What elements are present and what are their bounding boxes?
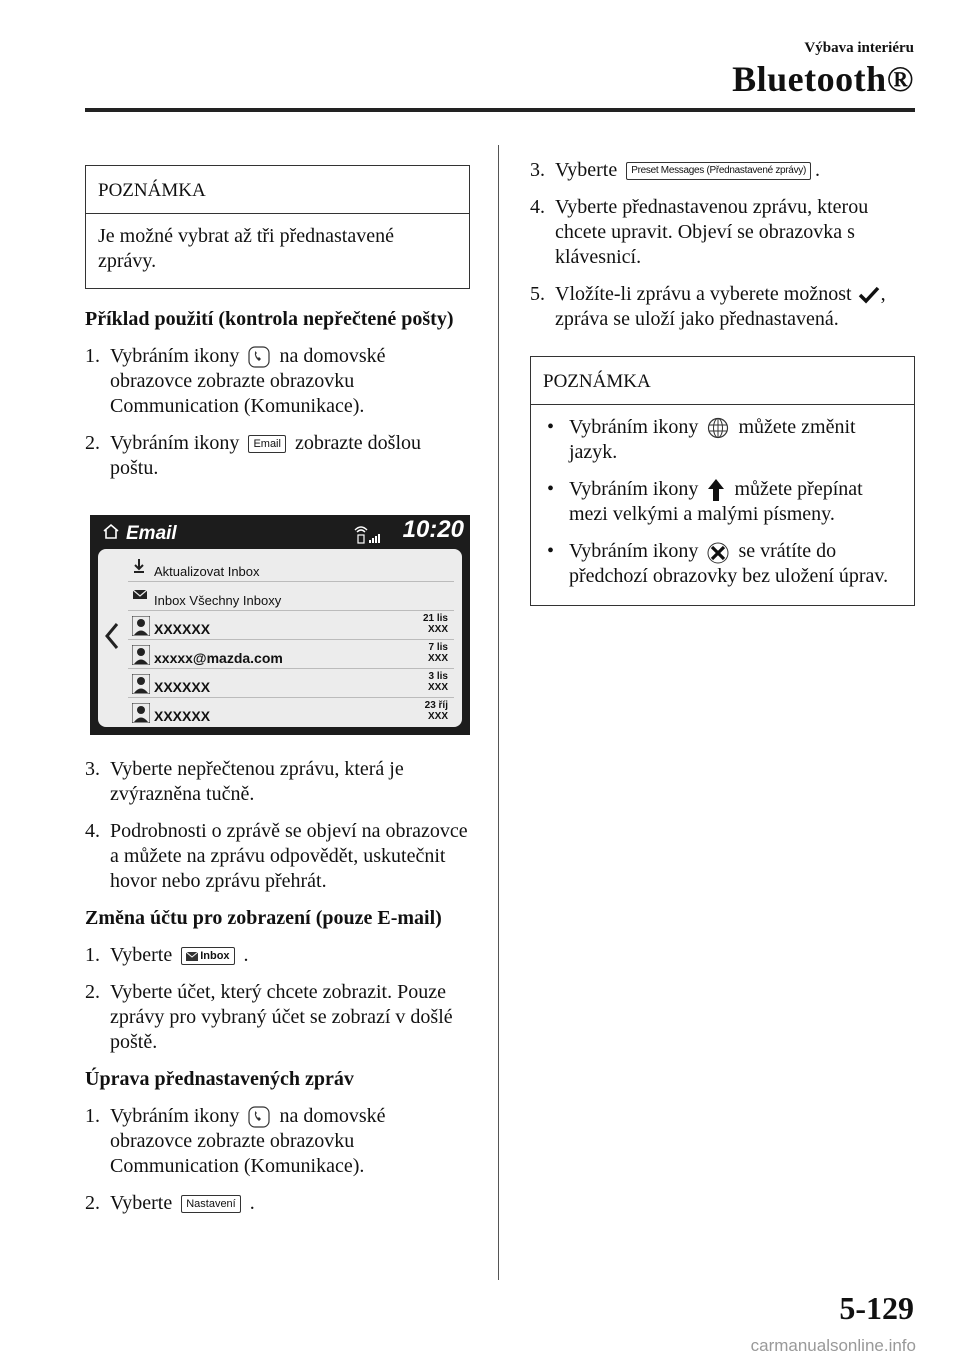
row-text: XXXXXX	[154, 621, 211, 637]
page-number: 5-129	[839, 1290, 914, 1326]
step-text: na domovské obrazovce zobrazte obrazovku Communication (Komunikace).	[110, 345, 386, 417]
row-meta: 21 lis XXX	[422, 613, 448, 635]
right-column	[530, 158, 915, 624]
header-title: Bluetooth®	[732, 59, 914, 99]
column-divider	[498, 145, 499, 1280]
step-number: 1.	[85, 345, 100, 367]
home-icon	[102, 523, 120, 539]
row-meta: 3 lis XXX	[427, 671, 448, 693]
step-number: 1.	[85, 1105, 100, 1127]
step-text: Vyberte nepřečtenou zprávu, která je zvýrazněna tučně.	[110, 758, 404, 805]
step-text: Vložíte-li zprávu a vyberete možnost	[555, 283, 852, 305]
step-number: 4.	[530, 196, 545, 218]
step-text: Vybráním ikony	[110, 1105, 240, 1127]
row-text: XXXXXX	[154, 708, 211, 724]
step-text: Podrobnosti o zprávě se objeví na obrazovce a můžete na zprávu odpovědět, uskutečnit hovor nebo zprávu přehrát.	[110, 820, 468, 892]
inbox-button-image: Inbox	[181, 947, 234, 965]
section-heading: Příklad použití (kontrola nepřečtené pošty)	[85, 308, 454, 330]
row-meta: 7 lis XXX	[427, 642, 448, 664]
bullet-text: se vrátíte do předchozí obrazovky bez uložení úprav.	[569, 540, 889, 588]
note-bullet	[543, 539, 902, 589]
step-number: 2.	[85, 981, 100, 1003]
step-number: 3.	[530, 159, 545, 181]
step-item	[85, 1191, 470, 1216]
communication-icon	[248, 346, 270, 368]
list-item	[128, 698, 454, 726]
checkmark-icon	[858, 286, 880, 304]
contact-icon	[132, 703, 150, 723]
watermark: carmanualsonline.info	[750, 1336, 916, 1355]
bullet-text: můžete změnit jazyk.	[569, 416, 856, 463]
step-number: 1.	[85, 944, 100, 966]
header-section: Výbava interiéru	[804, 40, 914, 56]
row-meta: 23 říj XXX	[424, 700, 448, 722]
list-item	[128, 669, 454, 698]
left-column	[85, 165, 470, 1228]
bullet-text: Vybráním ikony	[569, 416, 699, 438]
step-text: Vyberte	[110, 944, 173, 966]
step-text: Vyberte	[555, 159, 618, 181]
step-item	[85, 757, 470, 807]
envelope-icon	[132, 587, 148, 601]
step-item	[530, 158, 915, 183]
step-text: na domovské obrazovce zobrazte obrazovku Communication (Komunikace).	[110, 1105, 386, 1177]
shift-arrow-icon	[707, 478, 725, 502]
row-text: XXXXXX	[154, 679, 211, 695]
step-item	[85, 943, 470, 968]
step-text: zobrazte došlou poštu.	[110, 432, 422, 479]
step-item	[85, 980, 470, 1055]
step-text: .	[243, 944, 249, 966]
contact-icon	[132, 645, 150, 665]
envelope-icon	[186, 952, 198, 961]
note-box	[530, 356, 915, 606]
step-item	[530, 282, 915, 332]
note-title: POZNÁMKA	[86, 166, 469, 214]
step-text: , zpráva se uloží jako přednastavená.	[555, 283, 886, 330]
step-text: Vyberte účet, který chcete zobrazit. Pouze zprávy pro vybraný účet se zobrazí v došlé poště.	[110, 981, 453, 1053]
note-box	[85, 165, 470, 289]
note-text: Je možné vybrat až tři přednastavené zprávy.	[98, 225, 394, 272]
note-bullets	[531, 405, 914, 605]
step-number: 5.	[530, 283, 545, 305]
download-icon	[132, 558, 146, 574]
row-text: Aktualizovat Inbox	[154, 564, 260, 579]
globe-icon	[707, 417, 729, 439]
step-item	[530, 195, 915, 270]
preset-messages-button-image: Preset Messages (Přednastavené zprávy)	[626, 162, 811, 180]
settings-button-image: Nastavení	[181, 1195, 241, 1213]
bullet-dot: •	[547, 416, 555, 438]
list-item	[128, 611, 454, 640]
list-item	[128, 553, 454, 582]
bullet-dot: •	[547, 540, 555, 563]
bullet-text: Vybráním ikony	[569, 540, 699, 563]
list-item	[128, 582, 454, 611]
row-text: xxxxx@mazda.com	[154, 650, 283, 666]
note-title: POZNÁMKA	[531, 357, 914, 405]
bullet-text: můžete přepínat mezi velkými a malými písmeny.	[569, 478, 863, 526]
step-text: .	[815, 159, 820, 181]
step-item	[85, 1104, 470, 1179]
section-heading: Změna účtu pro zobrazení (pouze E-mail)	[85, 907, 442, 929]
message-list	[128, 553, 454, 726]
email-button-image: Email	[248, 435, 286, 453]
step-item	[85, 344, 470, 419]
step-number: 4.	[85, 820, 100, 842]
bullet-text: Vybráním ikony	[569, 478, 699, 500]
close-icon	[707, 542, 729, 564]
step-number: 2.	[85, 1192, 100, 1214]
screen-clock: 10:20	[402, 516, 464, 543]
step-text: Vyberte	[110, 1192, 173, 1214]
bullet-dot: •	[547, 478, 555, 500]
step-text: .	[249, 1192, 255, 1214]
email-screen-figure	[90, 515, 470, 735]
header-rule	[85, 108, 915, 112]
step-item	[85, 431, 470, 481]
contact-icon	[132, 674, 150, 694]
step-text: Vybráním ikony	[110, 432, 240, 454]
chevron-left-icon	[104, 621, 120, 651]
section-heading: Úprava přednastavených zpráv	[85, 1068, 354, 1090]
step-text: Vybráním ikony	[110, 345, 240, 367]
step-text: Vyberte přednastavenou zprávu, kterou chcete upravit. Objeví se obrazovka s klávesnicí.	[555, 196, 869, 268]
note-bullet	[543, 415, 902, 465]
note-bullet	[543, 477, 902, 527]
screen-title: Email	[126, 523, 177, 544]
list-item	[128, 640, 454, 669]
contact-icon	[132, 616, 150, 636]
screen-panel	[98, 549, 462, 727]
step-number: 3.	[85, 758, 100, 780]
row-text: Inbox Všechny Inboxy	[154, 593, 282, 608]
communication-icon	[248, 1106, 270, 1128]
step-item	[85, 819, 470, 894]
step-number: 2.	[85, 432, 100, 454]
signal-status-icon	[352, 521, 382, 545]
